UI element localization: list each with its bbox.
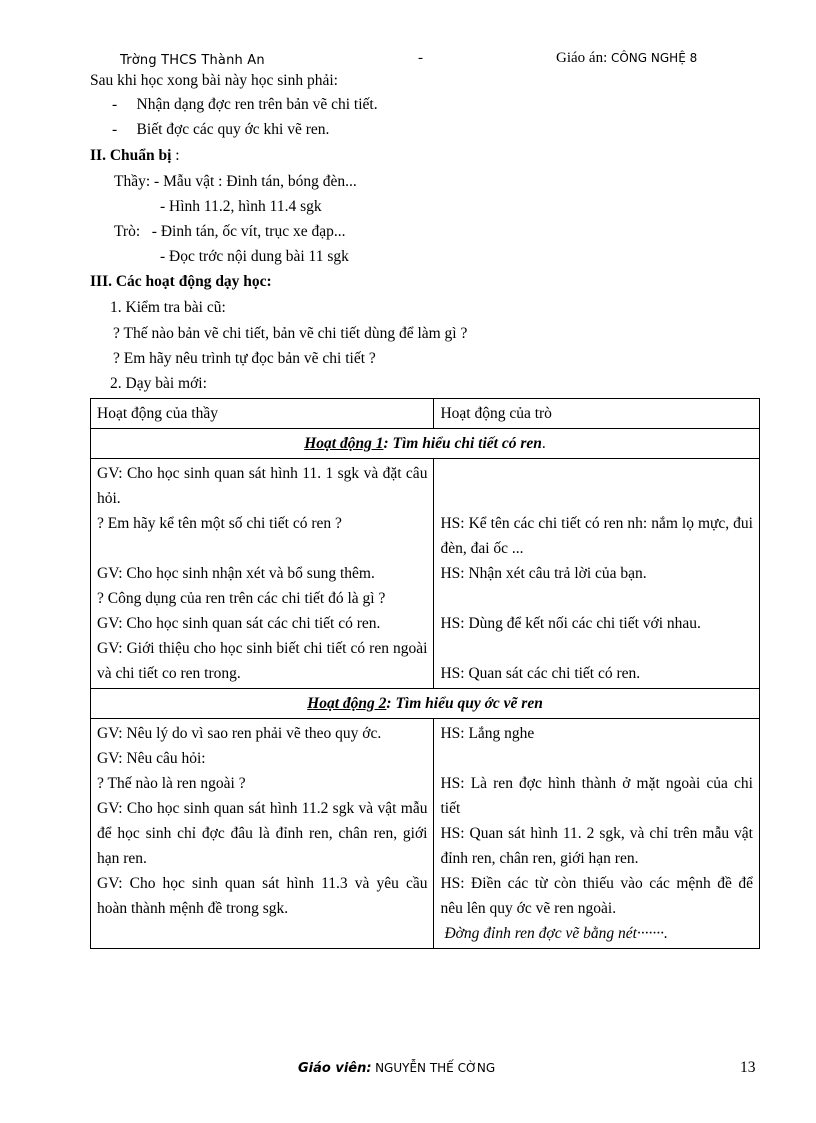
table-header-row xyxy=(91,399,760,429)
activity-1-end: . xyxy=(541,435,546,452)
objective-text: Biết đợc các quy ớc khi vẽ ren. xyxy=(136,121,330,138)
activities-table xyxy=(90,398,760,949)
section-2-title: II. Chuẩn bị xyxy=(90,147,172,164)
student-step: HS: Quan sát các chi tiết có ren. xyxy=(440,665,641,682)
student-prep-item: - Đinh tán, ốc vít, trục xe đạp... xyxy=(151,223,346,240)
section-2-colon: : xyxy=(171,147,180,164)
student-step: HS: Điền các từ còn thiếu vào các mệnh đề để nêu lên quy ớc vẽ ren ngoài. xyxy=(440,875,753,917)
teacher-prep-item: - Hình 11.2, hình 11.4 sgk xyxy=(160,198,322,215)
teacher-step: ? Thế nào là ren ngoài ? xyxy=(97,775,246,792)
activity-2-teacher-cell xyxy=(91,719,434,949)
activity-2-header xyxy=(91,689,760,719)
objective-text: Nhận dạng đợc ren trên bản vẽ chi tiết. xyxy=(136,96,378,113)
activity-2-label: Hoạt động 2 xyxy=(307,695,387,712)
activity-1-content xyxy=(91,459,760,689)
student-step: HS: Lắng nghe xyxy=(440,725,535,742)
teacher-step: ? Em hãy kể tên một số chi tiết có ren ? xyxy=(97,515,342,532)
page-number: 13 xyxy=(740,1059,756,1076)
header-dash: - xyxy=(418,50,423,66)
footer-teacher xyxy=(298,1061,495,1077)
student-step: HS: Kể tên các chi tiết có ren nh: nắm lọ mực, đui đèn, đai ốc ... xyxy=(440,515,753,557)
objective-item: - Nhận dạng đợc ren trên bản vẽ chi tiết. xyxy=(112,96,378,113)
teacher-prep-item: - Mẫu vật : Đinh tán, bóng đèn... xyxy=(154,173,357,190)
teacher-step: GV: Nêu câu hỏi: xyxy=(97,750,206,767)
student-prep-row xyxy=(114,223,345,241)
objective-item: - Biết đợc các quy ớc khi vẽ ren. xyxy=(112,121,330,138)
activity-1-teacher-cell xyxy=(91,459,434,689)
teacher-prep-label: Thầy: xyxy=(114,173,151,190)
header-school: Trờng THCS Thành An xyxy=(120,53,265,68)
header-plan-subject: CÔNG NGHỆ 8 xyxy=(610,51,698,65)
activity-2-content xyxy=(91,719,760,949)
teacher-prep-row xyxy=(114,173,357,191)
student-step: HS: Nhận xét câu trả lời của bạn. xyxy=(440,565,647,582)
activity-1-label: Hoạt động 1 xyxy=(304,435,384,452)
activity-1-text: : Tìm hiểu chi tiết có ren xyxy=(383,435,542,452)
teacher-step: GV: Cho học sinh nhận xét và bổ sung thêm. xyxy=(97,565,375,582)
teacher-step: GV: Giới thiệu cho học sinh biết chi tiết có ren ngoài và chi tiết co ren trong. xyxy=(97,640,428,682)
activity-1-header xyxy=(91,429,760,459)
check-old-lesson: 1. Kiểm tra bài cũ: xyxy=(110,299,226,316)
footer-teacher-name: NGUYỄN THẾ CỜNG xyxy=(375,1061,496,1075)
section-3-title: III. Các hoạt động dạy học: xyxy=(90,273,272,290)
student-step: HS: Dùng để kết nối các chi tiết với nhau. xyxy=(440,615,701,632)
col-header-student: Hoạt động của trò xyxy=(434,399,760,429)
activity-1-student-cell xyxy=(434,459,760,689)
col-header-teacher: Hoạt động của thầy xyxy=(91,399,434,429)
teacher-step: ? Công dụng của ren trên các chi tiết đó là gì ? xyxy=(97,590,386,607)
new-lesson: 2. Dạy bài mới: xyxy=(110,375,207,392)
intro-text: Sau khi học xong bài này học sinh phải: xyxy=(90,72,338,89)
footer-teacher-label: Giáo viên: xyxy=(298,1061,372,1076)
student-prep-label: Trò: xyxy=(114,223,141,240)
student-step: HS: Quan sát hình 11. 2 sgk, và chỉ trên mẫu vật đỉnh ren, chân ren, giới hạn ren. xyxy=(440,825,753,867)
header-plan xyxy=(556,50,697,67)
teacher-step: GV: Cho học sinh quan sát hình 11.3 và yêu cầu hoàn thành mệnh đề trong sgk. xyxy=(97,875,428,917)
teacher-step: GV: Cho học sinh quan sát hình 11. 1 sgk và đặt câu hỏi. xyxy=(97,465,428,507)
review-question: ? Em hãy nêu trình tự đọc bản vẽ chi tiết ? xyxy=(113,350,376,367)
activity-1-title xyxy=(91,429,760,459)
teacher-step: GV: Nêu lý do vì sao ren phải vẽ theo quy ớc. xyxy=(97,725,382,742)
teacher-step: GV: Cho học sinh quan sát các chi tiết có ren. xyxy=(97,615,381,632)
student-note: Đờng đỉnh ren đợc vẽ bằng nét·······. xyxy=(444,925,668,942)
header-plan-label: Giáo án: xyxy=(556,50,608,66)
activity-2-student-cell xyxy=(434,719,760,949)
section-2-heading xyxy=(90,147,180,165)
review-question: ? Thế nào bản vẽ chi tiết, bản vẽ chi tiết dùng để làm gì ? xyxy=(113,325,468,342)
activity-2-title xyxy=(91,689,760,719)
student-prep-item: - Đọc trớc nội dung bài 11 sgk xyxy=(160,248,349,265)
activity-2-text: : Tìm hiểu quy ớc vẽ ren xyxy=(386,695,543,712)
student-step: HS: Là ren đợc hình thành ở mặt ngoài của chi tiết xyxy=(440,775,753,817)
teacher-step: GV: Cho học sinh quan sát hình 11.2 sgk và vật mẫu để học sinh chỉ đợc đâu là đỉnh ren, chân ren, giới hạn ren. xyxy=(97,800,428,867)
